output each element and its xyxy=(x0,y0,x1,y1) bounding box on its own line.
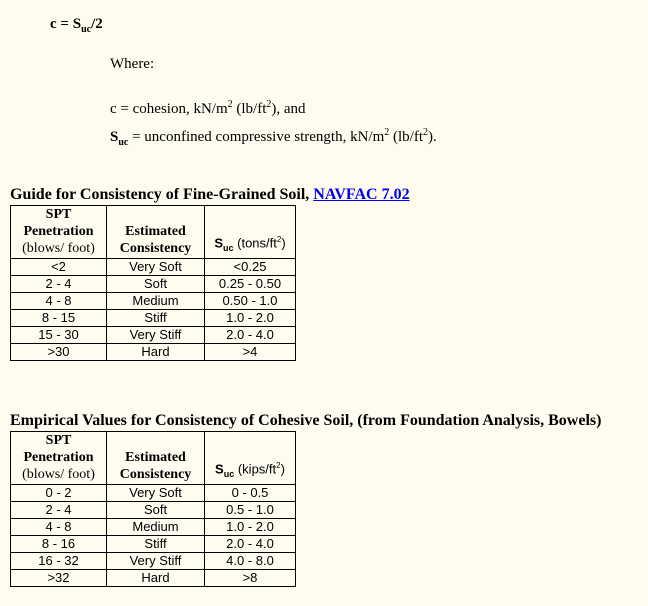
cell-consistency: Medium xyxy=(107,519,205,536)
cell-spt: >30 xyxy=(11,344,107,361)
header-line: (blows/ foot) xyxy=(22,467,95,482)
cell-suc: 0.5 - 1.0 xyxy=(205,502,296,519)
cell-spt: 4 - 8 xyxy=(11,293,107,310)
header-line: (blows/ foot) xyxy=(22,241,95,256)
cell-suc: 1.0 - 2.0 xyxy=(205,519,296,536)
header-sup: 2 xyxy=(276,461,281,471)
formula xyxy=(50,16,103,35)
cell-spt: 4 - 8 xyxy=(11,519,107,536)
cell-spt: 16 - 32 xyxy=(11,553,107,570)
header-spt xyxy=(11,432,107,485)
definition-variable: c xyxy=(110,101,117,117)
definition-sup: 2 xyxy=(384,127,390,138)
header-consistency xyxy=(107,206,205,259)
table2-heading: Empirical Values for Consistency of Cohesive Soil, (from Foundation Analysis, Bowels) xyxy=(10,412,602,429)
cell-suc: >8 xyxy=(205,570,296,587)
table-row xyxy=(11,259,296,276)
header-line: Penetration xyxy=(23,450,94,465)
cell-spt: 2 - 4 xyxy=(11,276,107,293)
cell-suc: 0 - 0.5 xyxy=(205,485,296,502)
cell-consistency: Hard xyxy=(107,570,205,587)
header-suc xyxy=(205,432,296,485)
header-line: Consistency xyxy=(119,467,192,482)
cell-suc: >4 xyxy=(205,344,296,361)
header-sub: uc xyxy=(223,469,235,479)
table-row xyxy=(11,502,296,519)
definition-sup: 2 xyxy=(423,127,429,138)
cell-spt: 2 - 4 xyxy=(11,502,107,519)
cell-suc: 2.0 - 4.0 xyxy=(205,536,296,553)
definition-sup: 2 xyxy=(227,99,233,110)
cell-spt: 8 - 16 xyxy=(11,536,107,553)
table-row xyxy=(11,327,296,344)
header-line: Estimated xyxy=(125,450,186,465)
cell-spt: <2 xyxy=(11,259,107,276)
cell-suc: 0.25 - 0.50 xyxy=(205,276,296,293)
definition-suc xyxy=(110,121,437,154)
table-row xyxy=(11,536,296,553)
definition-text: = cohesion, kN/m xyxy=(116,101,228,117)
table-row xyxy=(11,344,296,361)
header-unit-end: ) xyxy=(281,235,286,251)
cell-consistency: Stiff xyxy=(107,536,205,553)
formula-rhs: /2 xyxy=(91,16,103,32)
header-line: Penetration xyxy=(23,224,94,239)
table-row xyxy=(11,276,296,293)
cell-consistency: Very Soft xyxy=(107,485,205,502)
definition-text: ), and xyxy=(271,101,306,117)
definition-sup: 2 xyxy=(266,99,272,110)
table2-consistency-cohesive xyxy=(10,431,296,587)
navfac-link[interactable]: NAVFAC 7.02 xyxy=(313,186,410,203)
cell-consistency: Medium xyxy=(107,293,205,310)
definition-cohesion xyxy=(110,93,437,121)
formula-lhs: c = S xyxy=(50,16,82,32)
header-var: S xyxy=(215,461,224,477)
header-spt xyxy=(11,206,107,259)
definition-text: = unconfined compressive strength, kN/m xyxy=(128,129,385,145)
table-row xyxy=(11,553,296,570)
cell-consistency: Very Stiff xyxy=(107,553,205,570)
definition-text: (lb/ft xyxy=(232,101,267,117)
formula-subscript: uc xyxy=(81,24,92,35)
definition-text: (lb/ft xyxy=(389,129,424,145)
cell-consistency: Very Stiff xyxy=(107,327,205,344)
header-line: SPT xyxy=(45,207,72,222)
header-var: S xyxy=(214,235,223,251)
table-row xyxy=(11,570,296,587)
where-label: Where: xyxy=(110,56,155,72)
header-line: Consistency xyxy=(119,241,192,256)
header-sup: 2 xyxy=(276,235,282,245)
definitions xyxy=(110,93,437,154)
header-sub: uc xyxy=(223,243,234,253)
header-unit: (tons/ft xyxy=(233,235,277,251)
table-header-row xyxy=(11,206,296,259)
cell-consistency: Soft xyxy=(107,276,205,293)
table-row xyxy=(11,293,296,310)
table1-consistency-fine-grained xyxy=(10,205,296,361)
header-consistency xyxy=(107,432,205,485)
cell-spt: 0 - 2 xyxy=(11,485,107,502)
cell-suc: 0.50 - 1.0 xyxy=(205,293,296,310)
header-line: SPT xyxy=(45,433,72,448)
definition-variable-sub: uc xyxy=(118,137,129,148)
header-line: Estimated xyxy=(125,224,186,239)
table-header-row xyxy=(11,432,296,485)
cell-suc: 4.0 - 8.0 xyxy=(205,553,296,570)
header-suc xyxy=(205,206,296,259)
table-row xyxy=(11,519,296,536)
table-row xyxy=(11,310,296,327)
table-row xyxy=(11,485,296,502)
header-unit-end: ) xyxy=(280,461,285,477)
cell-suc: <0.25 xyxy=(205,259,296,276)
definition-text: ). xyxy=(428,129,437,145)
table1-heading xyxy=(10,186,410,204)
cell-consistency: Hard xyxy=(107,344,205,361)
cell-spt: 8 - 15 xyxy=(11,310,107,327)
cell-consistency: Stiff xyxy=(107,310,205,327)
cell-consistency: Soft xyxy=(107,502,205,519)
cell-spt: >32 xyxy=(11,570,107,587)
table1-heading-text: Guide for Consistency of Fine-Grained Soil, xyxy=(10,186,314,203)
cell-suc: 2.0 - 4.0 xyxy=(205,327,296,344)
header-unit: (kips/ft xyxy=(234,461,277,477)
cell-consistency: Very Soft xyxy=(107,259,205,276)
cell-spt: 15 - 30 xyxy=(11,327,107,344)
cell-suc: 1.0 - 2.0 xyxy=(205,310,296,327)
definition-variable: S xyxy=(110,129,119,145)
